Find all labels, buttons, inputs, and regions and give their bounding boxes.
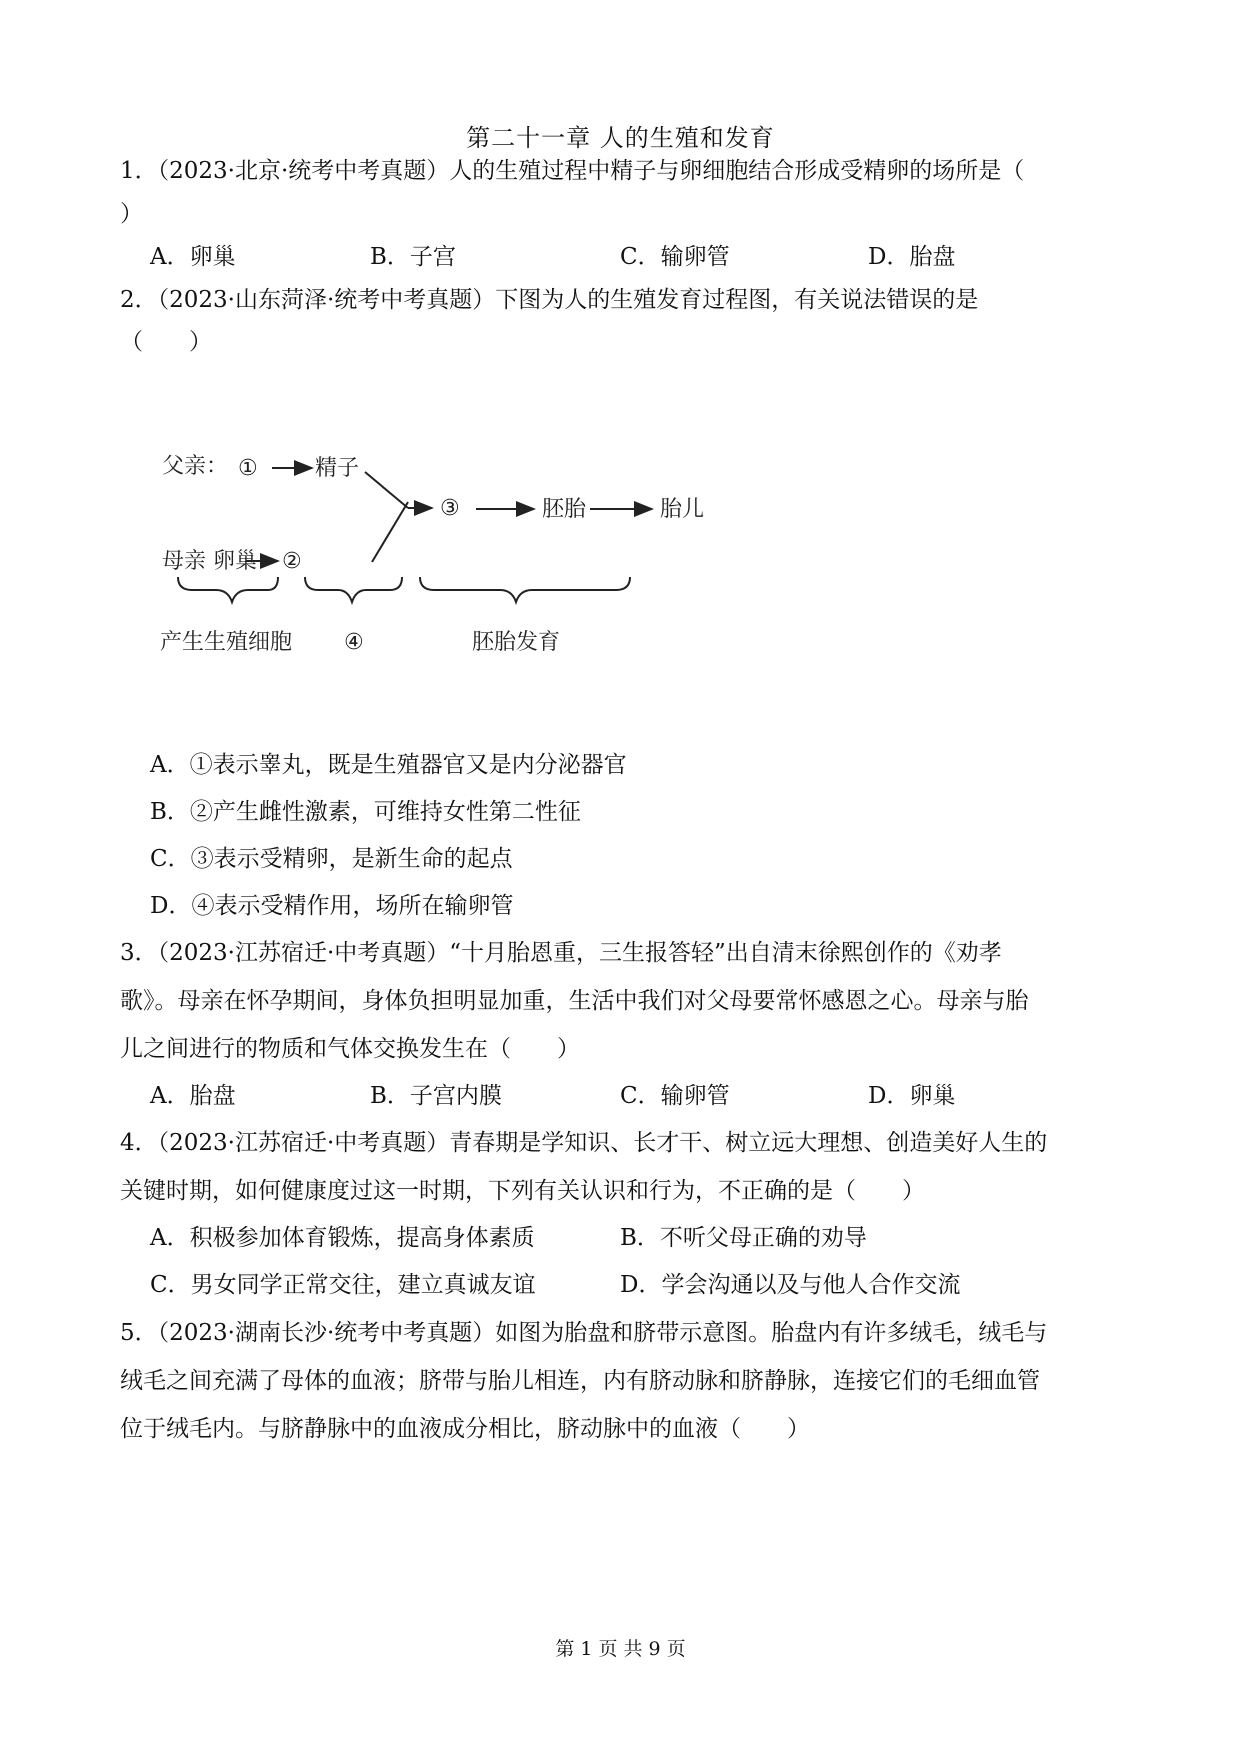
question-4-line-1: 4．（2023·江苏宿迁·中考真题）青春期是学知识、长才干、树立远大理想、创造美好人生的 [120,1130,1048,1156]
question-4-line-2: 关键时期，如何健康度过这一时期，下列有关认识和行为，不正确的是（ ） [120,1178,925,1204]
brace-2 [305,577,402,602]
sperm-line [365,472,408,508]
circle-2-label: ② [282,549,302,574]
q2-option-d[interactable]: D．④表示受精作用，场所在输卵管 [150,893,514,919]
question-3-line-1: 3．（2023·江苏宿迁·中考真题）“十月胎恩重，三生报答轻”出自清末徐熙创作的《劝孝 [120,940,1002,966]
page-footer: 第 1 页 共 9 页 [555,1638,686,1660]
q1-option-d[interactable]: D．胎盘 [868,244,956,270]
q1-option-b[interactable]: B．子宫 [370,244,456,270]
brace-3-label: 胚胎发育 [472,630,561,655]
q3-option-b[interactable]: B．子宫内膜 [370,1083,502,1109]
question-1-line-2: ） [120,201,143,227]
question-3-line-3: 儿之间进行的物质和气体交换发生在（ ） [120,1036,580,1062]
q4-option-b[interactable]: B．不听父母正确的劝导 [620,1225,867,1251]
sperm-label: 精子 [315,456,360,481]
mother-label: 母亲 卵巢 [162,549,257,574]
father-label: 父亲： [162,454,229,479]
q2-option-c[interactable]: C．③表示受精卵，是新生命的起点 [150,846,513,872]
q4-option-c[interactable]: C．男女同学正常交往，建立真诚友谊 [150,1272,536,1298]
brace-1-label: 产生生殖细胞 [160,630,293,655]
question-2-line-2: （ ） [120,329,212,355]
circle-1-label: ① [238,456,258,481]
question-5-line-3: 位于绒毛内。与脐静脉中的血液成分相比，脐动脉中的血液（ ） [120,1416,810,1442]
question-3-line-2: 歌》。母亲在怀孕期间，身体负担明显加重，生活中我们对父母要常怀感恩之心。母亲与胎 [120,988,1029,1014]
question-5-line-1: 5．（2023·湖南长沙·统考中考真题）如图为胎盘和脐带示意图。胎盘内有许多绒毛，绒毛与 [120,1320,1048,1346]
q1-option-c[interactable]: C．输卵管 [620,244,730,270]
reproduction-flow-diagram [160,430,720,670]
question-5-line-2: 绒毛之间充满了母体的血液；脐带与胎儿相连，内有脐动脉和脐静脉，连接它们的毛细血管 [120,1368,1040,1394]
page-title: 第二十一章 人的生殖和发育 [466,124,775,152]
q1-option-a[interactable]: A．卵巢 [150,244,236,270]
question-1-line-1: 1．（2023·北京·统考中考真题）人的生殖过程中精子与卵细胞结合形成受精卵的场所是（ [120,158,1025,184]
egg-line [372,502,408,562]
brace-1 [178,577,278,602]
question-2-line-1: 2．（2023·山东菏泽·统考中考真题）下图为人的生殖发育过程图，有关说法错误的是 [120,287,979,313]
q3-option-c[interactable]: C．输卵管 [620,1083,730,1109]
q4-option-d[interactable]: D．学会沟通以及与他人合作交流 [620,1272,961,1298]
q3-option-d[interactable]: D．卵巢 [868,1083,956,1109]
fetus-label: 胎儿 [660,497,705,522]
brace-3 [420,577,630,602]
q2-option-a[interactable]: A．①表示睾丸，既是生殖器官又是内分泌器官 [150,752,627,778]
embryo-label: 胚胎 [542,497,587,522]
circle-3-label: ③ [440,496,460,521]
circle-4-label: ④ [344,630,364,655]
q3-option-a[interactable]: A．胎盘 [150,1083,236,1109]
q4-option-a[interactable]: A．积极参加体育锻炼，提高身体素质 [150,1225,535,1251]
q2-option-b[interactable]: B．②产生雌性激素，可维持女性第二性征 [150,799,581,825]
